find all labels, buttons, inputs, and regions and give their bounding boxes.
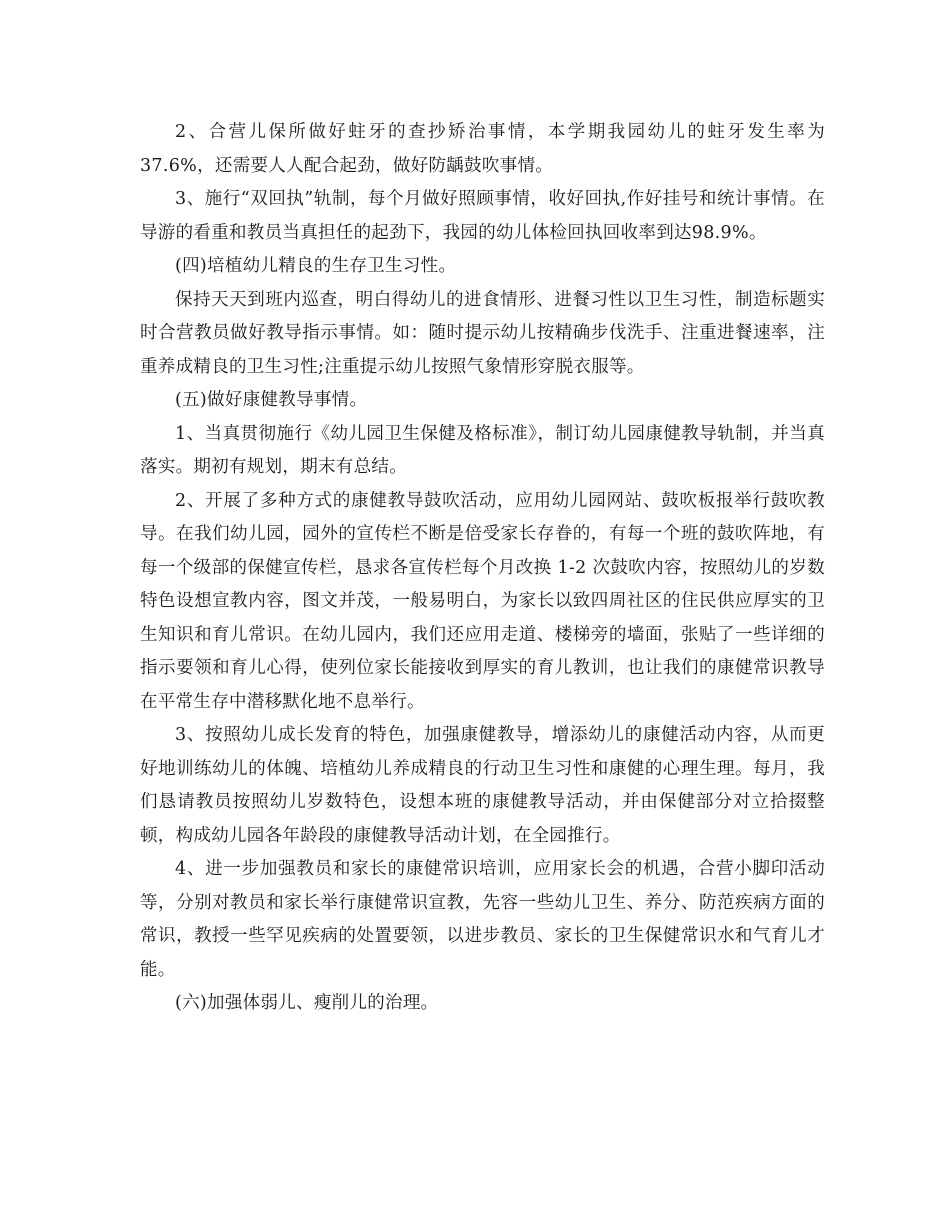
section-heading-hygiene-habits: (四)培植幼儿精良的生存卫生习性。 <box>175 256 457 276</box>
paragraph-health-standards: 1、当真贯彻施行《幼儿园卫生保健及格标准》，制订幼儿园康健教导轨制，并当真落实。期初有规划，期末有总结。 <box>140 423 825 477</box>
document-body <box>140 116 825 1021</box>
paragraph-publicity-activities: 2、开展了多种方式的康健教导鼓吹活动，应用幼儿园网站、鼓吹板报举行鼓吹教导。在我们幼儿园，园外的宣传栏不断是倍受家长存眷的，有每一个班的鼓吹阵地，有每一个级部的保健宣传栏，恳求各宣传栏每个月改换 1-2 次鼓吹内容，按照幼儿的岁数特色设想宣教内容，图文并茂，一般易明白，为家长以致四周社区的住民供应厚实的卫生知识和育儿常识。在幼儿园内，我们还应用走道、楼梯旁的墙面，张贴了一些详细的指示要领和育儿心得，使列位家长能接收到厚实的育儿教训，也让我们的康健常识教导在平常生存中潜移默化地不息举行。 <box>140 490 825 712</box>
section-heading-health-education: (五)做好康健教导事情。 <box>175 390 368 410</box>
paragraph-training: 4、进一步加强教员和家长的康健常识培训，应用家长会的机遇，合营小脚印活动等，分别对教员和家长举行康健常识宣教，先容一些幼儿卫生、养分、防范疾病方面的常识，教授一些罕见疾病的处置要领，以进步教员、家长的卫生保健常识水和气育儿才能。 <box>140 859 825 980</box>
paragraph-double-receipt: 3、施行“双回执”轨制，每个月做好照顾事情，收好回执,作好挂号和统计事情。在导游的看重和教员当真担任的起劲下，我园的幼儿体检回执回收率到达98.9%。 <box>140 189 825 243</box>
paragraph-daily-inspection: 保持天天到班内巡查，明白得幼儿的进食情形、进餐习性以卫生习性，制造标题实时合营教员做好教导指示事情。如：随时提示幼儿按精确步伐洗手、注重进餐速率，注重养成精良的卫生习性;注重提示幼儿按照气象情形穿脱衣服等。 <box>140 289 825 377</box>
section-heading-weak-children: (六)加强体弱儿、瘦削儿的治理。 <box>175 993 439 1013</box>
paragraph-caries-treatment: 2、合营儿保所做好蛀牙的查抄矫治事情，本学期我园幼儿的蛀牙发生率为37.6%，还需要人人配合起劲，做好防龋鼓吹事情。 <box>140 122 825 176</box>
paragraph-health-activities: 3、按照幼儿成长发育的特色，加强康健教导，增添幼儿的康健活动内容，从而更好地训练幼儿的体魄、培植幼儿养成精良的行动卫生习性和康健的心理生理。每月，我们恳请教员按照幼儿岁数特色，设想本班的康健教导活动，并由保健部分对立拾掇整顿，构成幼儿园各年龄段的康健教导活动计划，在全园推行。 <box>140 725 825 846</box>
